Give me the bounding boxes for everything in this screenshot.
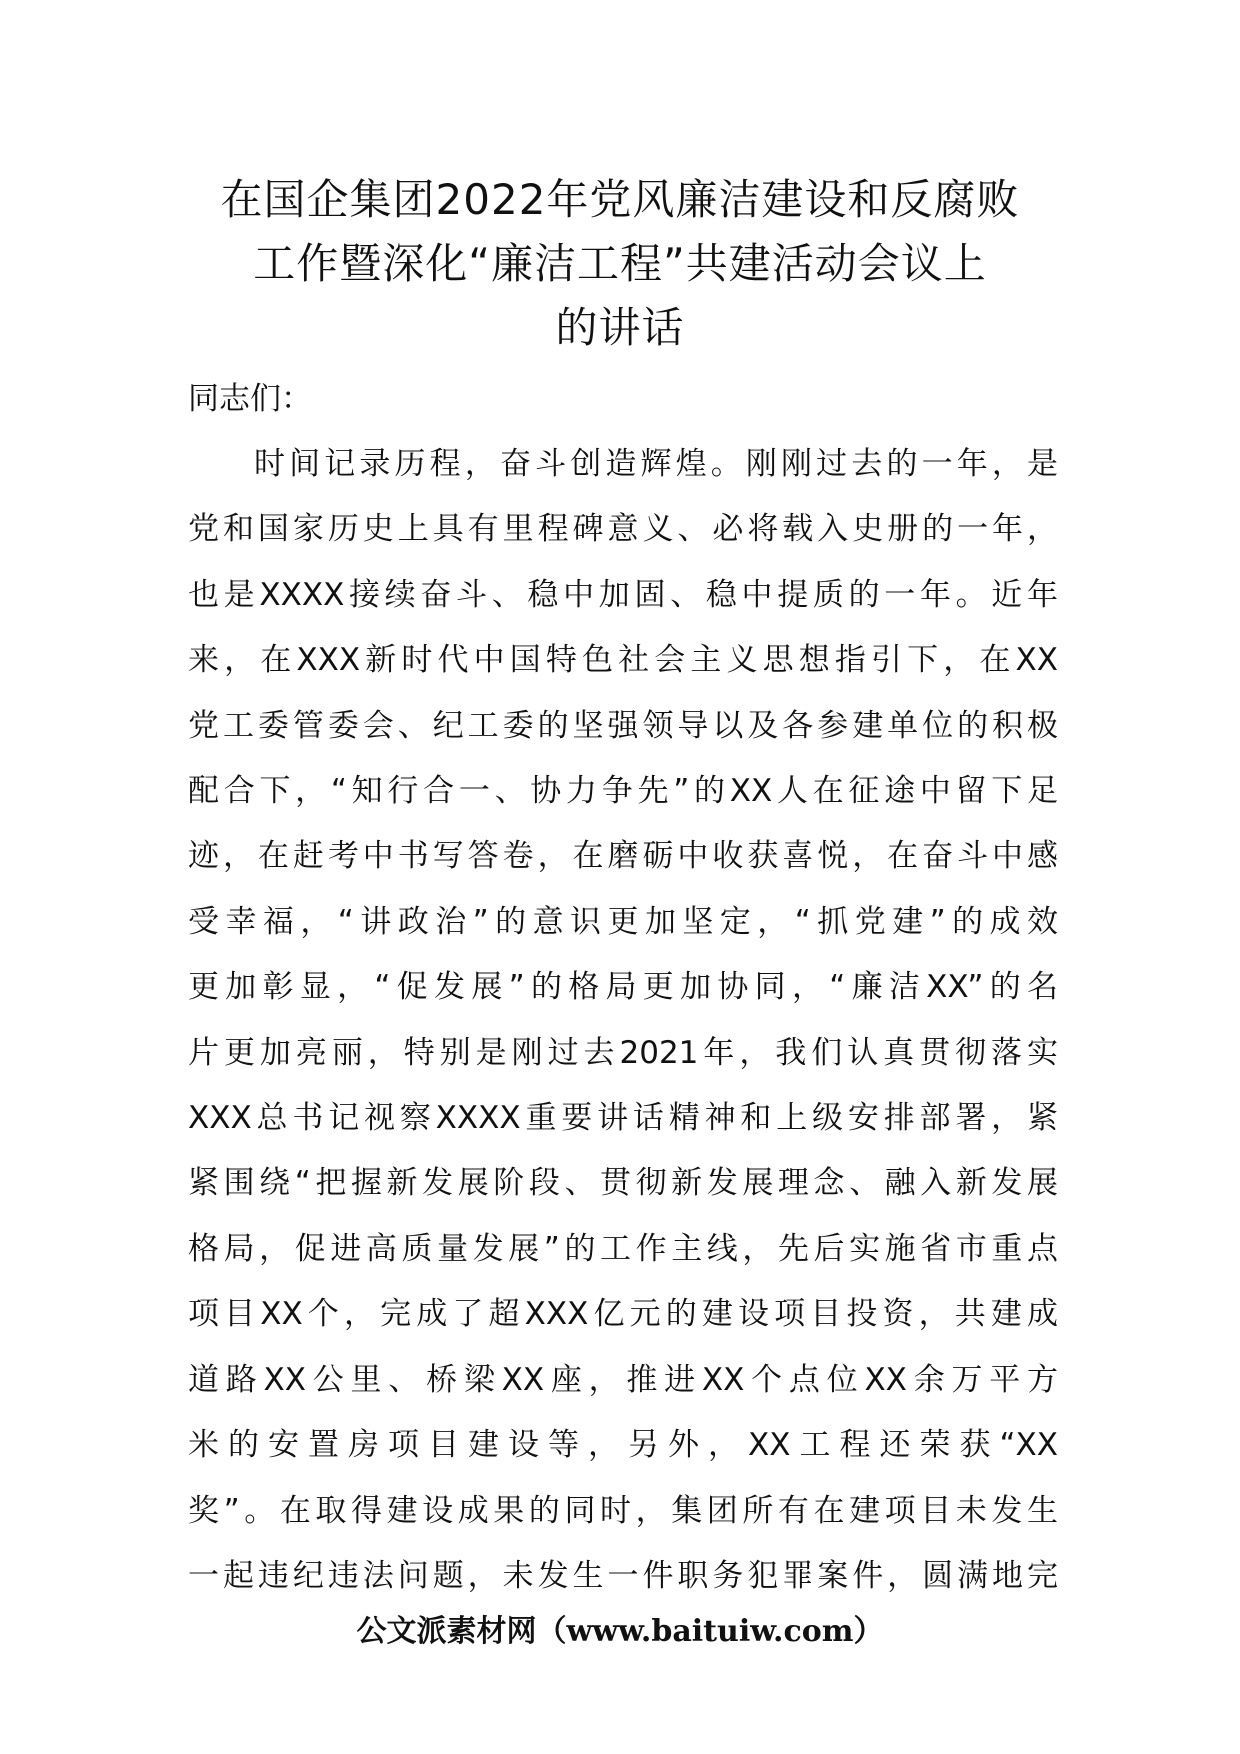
paragraph-line: 紧围绕“把握新发展阶段、贯彻新发展理念、融入新发展	[188, 1165, 1058, 1202]
paragraph-line: 片更加亮丽，特别是刚过去2021年，我们认真贯彻落实	[188, 1034, 1058, 1071]
paragraph-line: 时间记录历程，奋斗创造辉煌。刚刚过去的一年，是	[254, 446, 1058, 482]
paragraph-line: 迹，在赶考中书写答卷，在磨砺中收获喜悦，在奋斗中感	[188, 838, 1058, 875]
paragraph-line: 来，在XXX新时代中国特色社会主义思想指引下，在XX	[188, 642, 1058, 679]
paragraph-line: 也是XXXX接续奋斗、稳中加固、稳中提质的一年。近年	[188, 576, 1058, 613]
paragraph-line: 格局，促进高质量发展”的工作主线，先后实施省市重点	[188, 1230, 1058, 1267]
paragraph-line: 奖”。在取得建设成果的同时，集团所有在建项目未发生	[188, 1492, 1058, 1529]
paragraph-line: 党工委管委会、纪工委的坚强领导以及各参建单位的积极	[188, 707, 1058, 744]
paragraph-line: 党和国家历史上具有里程碑意义、必将载入史册的一年，	[188, 511, 1058, 548]
paragraph-line: 项目XX个，完成了超XXX亿元的建设项目投资，共建成	[188, 1296, 1058, 1333]
paragraph-line: 受幸福，“讲政治”的意识更加坚定，“抓党建”的成效	[188, 903, 1058, 940]
paragraph-line: 一起违纪违法问题，未发生一件职务犯罪案件，圆满地完	[188, 1557, 1058, 1594]
paragraph-line: 更加彰显，“促发展”的格局更加协同，“廉洁XX”的名	[188, 969, 1058, 1006]
paragraph-line: 米的安置房项目建设等，另外，XX工程还荣获“XX	[188, 1427, 1058, 1464]
body-paragraph	[188, 432, 1058, 1609]
document-title	[140, 168, 1100, 360]
title-line: 的讲话	[555, 303, 685, 352]
title-line: 工作暨深化“廉洁工程”共建活动会议上	[253, 239, 987, 288]
paragraph-line: 配合下，“知行合一、协力争先”的XX人在征途中留下足	[188, 773, 1058, 810]
paragraph-line: 道路XX公里、桥梁XX座，推进XX个点位XX余万平方	[188, 1361, 1058, 1398]
title-line: 在国企集团2022年党风廉洁建设和反腐败	[220, 175, 1020, 224]
document-body	[188, 366, 1058, 1609]
salutation: 同志们：	[188, 381, 312, 417]
footer-watermark: 公文派素材网（www.baituiw.com）	[356, 1614, 884, 1649]
paragraph-line: XXX总书记视察XXXX重要讲话精神和上级安排部署，紧	[188, 1100, 1058, 1137]
